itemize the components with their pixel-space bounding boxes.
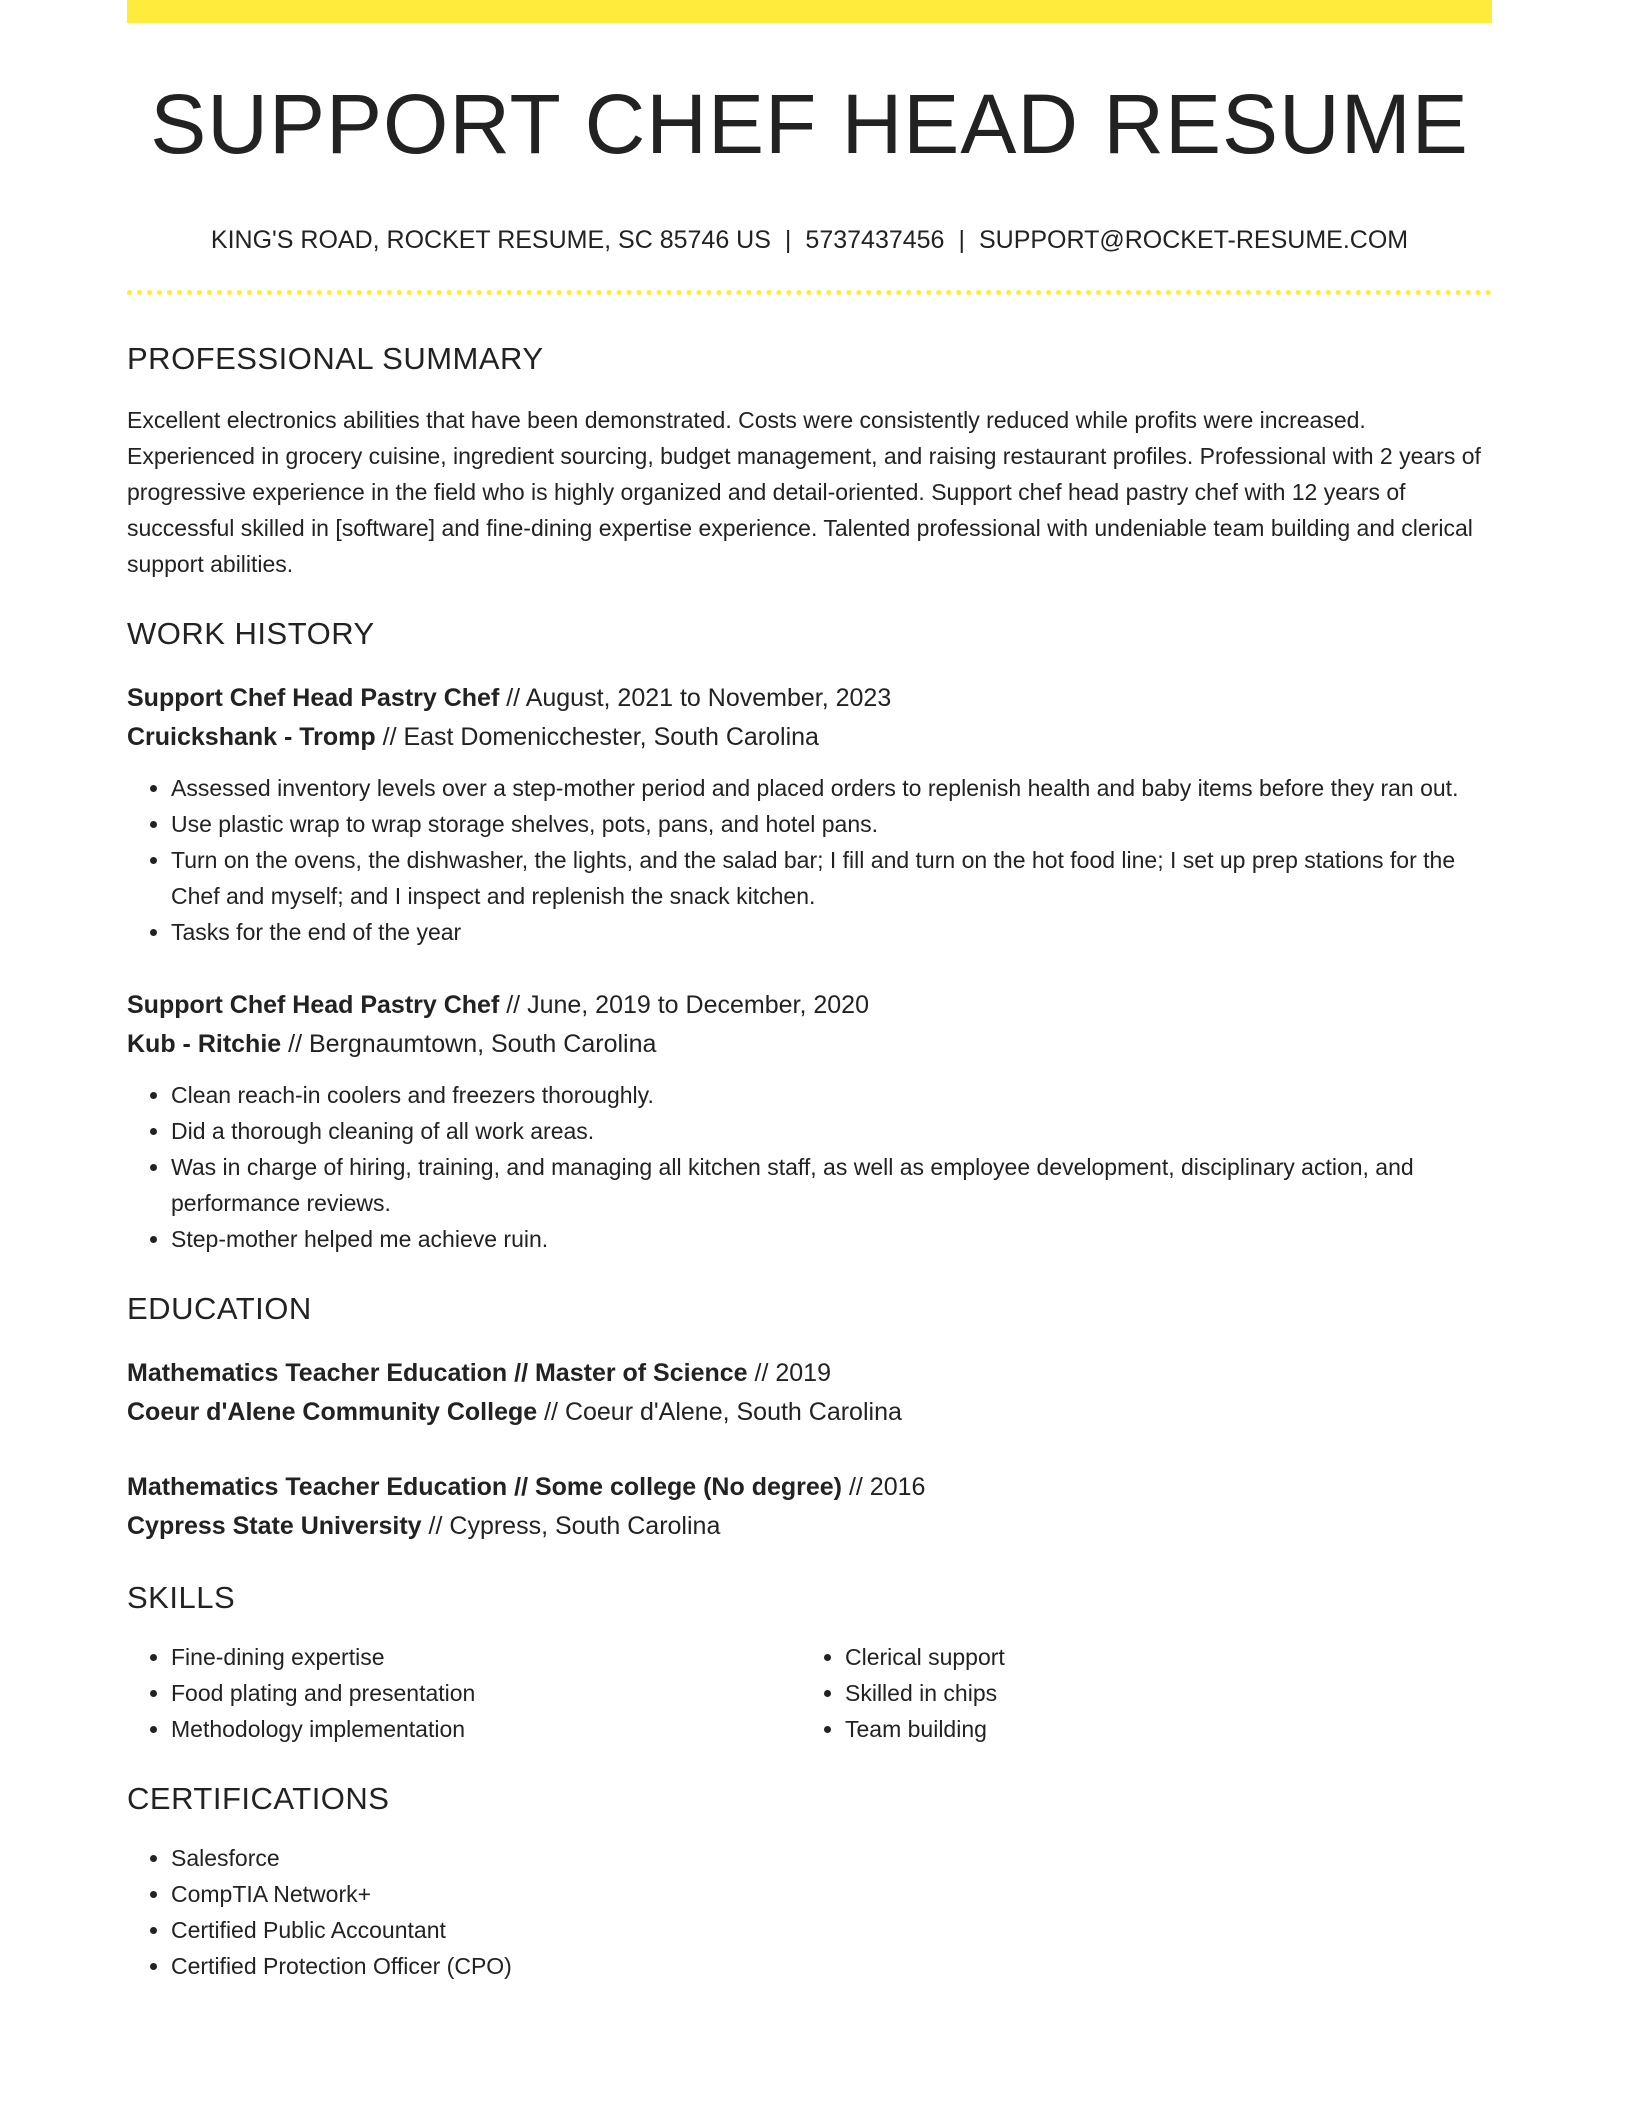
- education-degree: Mathematics Teacher Education // Master of Science: [127, 1359, 748, 1387]
- job-company-line: [127, 1025, 1492, 1064]
- job-company: Cruickshank - Tromp: [127, 723, 376, 751]
- education-location: // Cypress, South Carolina: [428, 1512, 721, 1540]
- education-year: // 2019: [754, 1359, 831, 1387]
- section-title-work-history: WORK HISTORY: [127, 616, 375, 651]
- education-school: Cypress State University: [127, 1512, 422, 1540]
- list-item: • Methodology implementation: [171, 1711, 801, 1747]
- contact-phone[interactable]: 5737437456: [805, 226, 945, 254]
- section-title-education: EDUCATION: [127, 1291, 312, 1326]
- education-school: Coeur d'Alene Community College: [127, 1398, 538, 1426]
- skills-list-right: [801, 1639, 1475, 1747]
- job-company-line: [127, 718, 1492, 757]
- section-title-certifications: CERTIFICATIONS: [127, 1781, 390, 1816]
- contact-email[interactable]: SUPPORT@ROCKET-RESUME.COM: [978, 226, 1409, 254]
- education-location: // Coeur d'Alene, South Carolina: [544, 1398, 902, 1426]
- skills-grid: [127, 1639, 1492, 1747]
- section-title-skills: SKILLS: [127, 1580, 236, 1615]
- education-school-line: [127, 1393, 1492, 1432]
- list-item: • Team building: [845, 1711, 1475, 1747]
- list-item: • Certified Protection Officer (CPO): [171, 1948, 1492, 1984]
- contact-line: [127, 228, 1492, 253]
- certifications-list: [127, 1840, 1492, 1984]
- accent-top-bar: [127, 0, 1492, 23]
- resume-title: SUPPORT CHEF HEAD RESUME: [150, 77, 1469, 171]
- contact-separator: |: [958, 226, 965, 254]
- section-title-summary: PROFESSIONAL SUMMARY: [127, 341, 544, 376]
- education-year: // 2016: [848, 1473, 926, 1501]
- job-location: // Bergnaumtown, South Carolina: [288, 1030, 657, 1058]
- job-dates: // June, 2019 to December, 2020: [506, 991, 869, 1019]
- header-divider: [127, 290, 1492, 295]
- job-bullets: [127, 770, 1492, 950]
- list-item: • Food plating and presentation: [171, 1675, 801, 1711]
- job-entry: [127, 986, 1492, 1257]
- resume-page: [127, 0, 1492, 1984]
- contact-address: KING'S ROAD, ROCKET RESUME, SC 85746 US: [210, 226, 771, 254]
- list-item: • Tasks for the end of the year: [171, 914, 1492, 950]
- list-item: • Certified Public Accountant: [171, 1912, 1492, 1948]
- list-item: • Fine-dining expertise: [171, 1639, 801, 1675]
- skills-list-left: [127, 1639, 801, 1747]
- list-item: • Was in charge of hiring, training, and managing all kitchen staff, as well as employee development, disciplinary action, and performance reviews.: [171, 1149, 1492, 1221]
- education-entry: [127, 1354, 1492, 1432]
- job-role: Support Chef Head Pastry Chef: [127, 684, 500, 712]
- list-item: • Did a thorough cleaning of all work areas.: [171, 1113, 1492, 1149]
- education-heading: [127, 1354, 1492, 1393]
- education-entry: [127, 1468, 1492, 1546]
- job-heading: [127, 679, 1492, 718]
- list-item: • Clean reach-in coolers and freezers thoroughly.: [171, 1077, 1492, 1113]
- job-role: Support Chef Head Pastry Chef: [127, 991, 500, 1019]
- list-item: • Assessed inventory levels over a step-mother period and placed orders to replenish health and baby items before they ran out.: [171, 770, 1492, 806]
- education-degree: Mathematics Teacher Education // Some college (No degree): [127, 1473, 843, 1501]
- list-item: • Skilled in chips: [845, 1675, 1475, 1711]
- list-item: • CompTIA Network+: [171, 1876, 1492, 1912]
- list-item: • Clerical support: [845, 1639, 1475, 1675]
- job-heading: [127, 986, 1492, 1025]
- job-location: // East Domenicchester, South Carolina: [382, 723, 819, 751]
- list-item: • Use plastic wrap to wrap storage shelves, pots, pans, and hotel pans.: [171, 806, 1492, 842]
- job-entry: [127, 679, 1492, 950]
- contact-separator: |: [784, 226, 792, 254]
- summary-text: Excellent electronics abilities that have been demonstrated. Costs were consistently reduced while profits were increased. Experienced in grocery cuisine, ingredient sourcing, budget management, and raising restaurant profiles. Professional with 2 years of progressive experience in the field who is highly organized and detail-oriented. Support chef head pastry chef with 12 years of successful skilled in [software] and fine-dining expertise experience. Talented professional with undeniable team building and clerical support abilities.: [127, 407, 1481, 577]
- job-company: Kub - Ritchie: [127, 1030, 282, 1058]
- job-dates: // August, 2021 to November, 2023: [506, 684, 892, 712]
- list-item: • Step-mother helped me achieve ruin.: [171, 1221, 1492, 1257]
- job-bullets: [127, 1077, 1492, 1257]
- education-school-line: [127, 1507, 1492, 1546]
- education-heading: [127, 1468, 1492, 1507]
- list-item: • Turn on the ovens, the dishwasher, the lights, and the salad bar; I fill and turn on the hot food line; I set up prep stations for the Chef and myself; and I inspect and replenish the snack kitchen.: [171, 842, 1492, 914]
- list-item: • Salesforce: [171, 1840, 1492, 1876]
